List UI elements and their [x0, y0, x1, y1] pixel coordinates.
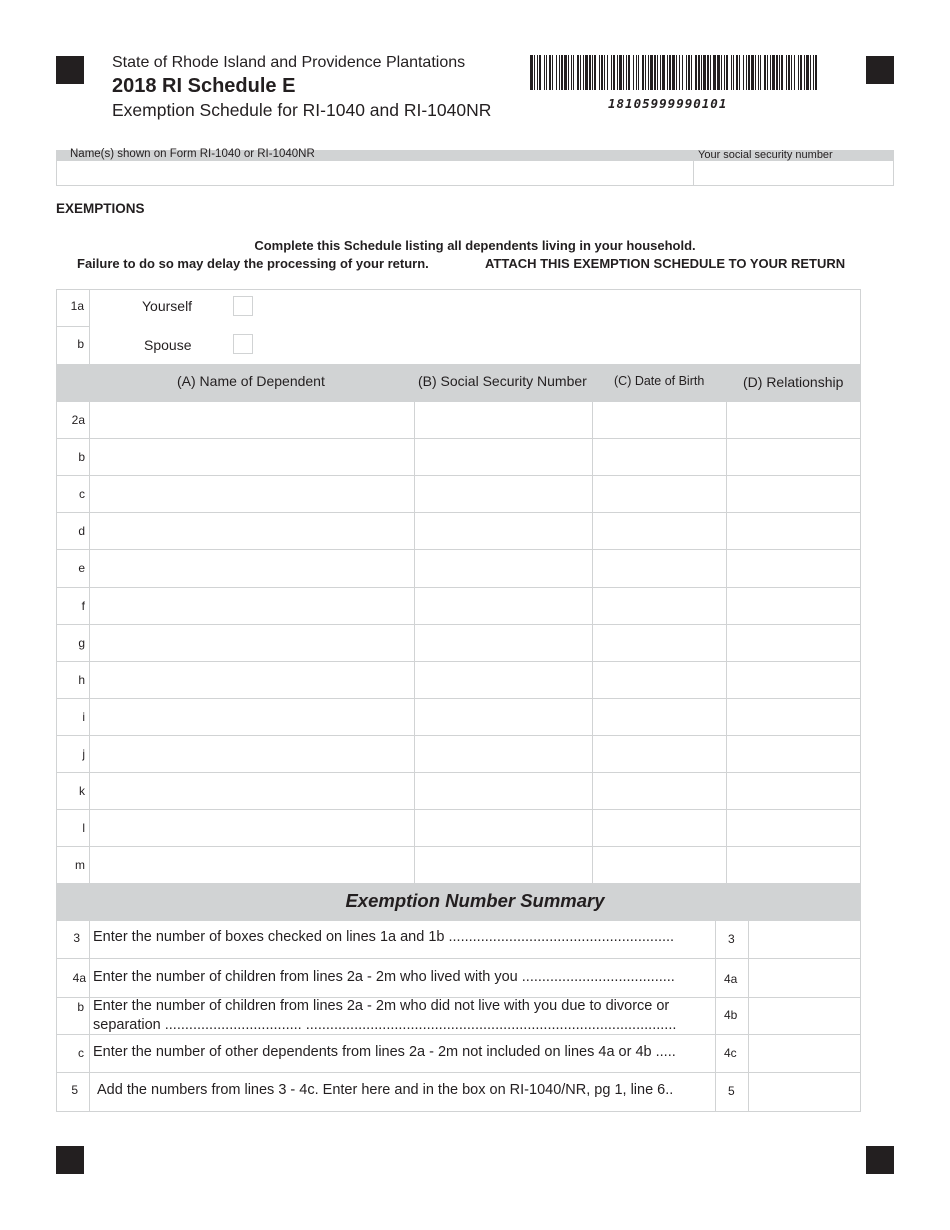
dependent-name-field[interactable]: [90, 588, 414, 624]
dependent-relationship-field[interactable]: [726, 588, 860, 624]
name-field-label: Name(s) shown on Form RI-1040 or RI-1040NR: [70, 148, 315, 160]
form-title: 2018 RI Schedule E: [112, 75, 296, 97]
line-number-4b: b: [77, 1000, 84, 1014]
summary-line-4a-input[interactable]: [749, 959, 860, 997]
line-number-4a: 4a: [72, 971, 86, 985]
dependent-line-number: d: [78, 524, 85, 539]
dependent-dob-field[interactable]: [592, 810, 726, 846]
ssn-field-label: Your social security number: [698, 149, 833, 161]
dependent-line-number: j: [82, 746, 85, 761]
summary-line-5-text: Add the numbers from lines 3 - 4c. Enter here and in the box on RI-1040/NR, pg 1, line 6..: [97, 1082, 674, 1098]
dependent-dob-field[interactable]: [592, 402, 726, 438]
spouse-label: Spouse: [144, 337, 192, 353]
dependent-dob-field[interactable]: [592, 513, 726, 549]
summary-line-4b-text: Enter the number of children from lines 2a - 2m who did not live with you due to divorce or: [93, 998, 670, 1014]
dependent-dob-field[interactable]: [592, 476, 726, 512]
dependent-relationship-field[interactable]: [726, 736, 860, 772]
dependent-relationship-field[interactable]: [726, 550, 860, 586]
summary-box-label-4b: 4b: [724, 1008, 738, 1022]
dependent-name-field[interactable]: [90, 476, 414, 512]
dependent-dob-field[interactable]: [592, 550, 726, 586]
dependent-relationship-field[interactable]: [726, 402, 860, 438]
summary-line-4c-text: Enter the number of other dependents from lines 2a - 2m not included on lines 4a or 4b .....: [93, 1044, 676, 1060]
dependent-line-number: 2a: [71, 413, 85, 427]
summary-title: Exemption Number Summary: [345, 890, 605, 911]
dependent-name-field[interactable]: [90, 625, 414, 661]
dependent-line-number: b: [78, 450, 85, 465]
dependent-relationship-field[interactable]: [726, 847, 860, 883]
dependent-name-field[interactable]: [90, 550, 414, 586]
dependent-line-number: m: [75, 858, 85, 873]
line-number-5: 5: [71, 1083, 78, 1097]
dependent-ssn-field[interactable]: [414, 513, 592, 549]
line-number-3: 3: [73, 931, 80, 945]
dependent-name-field[interactable]: [90, 439, 414, 475]
yourself-checkbox[interactable]: [233, 296, 253, 316]
ssn-field[interactable]: [694, 160, 893, 185]
column-header-ssn: (B) Social Security Number: [418, 373, 587, 389]
dependent-dob-field[interactable]: [592, 662, 726, 698]
dependent-line-number: k: [79, 784, 85, 798]
dependent-name-field[interactable]: [90, 699, 414, 735]
column-divider: [592, 401, 593, 883]
section-title: EXEMPTIONS: [56, 201, 145, 216]
instruction-line-1: Complete this Schedule listing all dependents living in your household.: [254, 238, 696, 253]
dependent-relationship-field[interactable]: [726, 625, 860, 661]
instruction-attach: ATTACH THIS EXEMPTION SCHEDULE TO YOUR RETURN: [485, 256, 846, 271]
dependent-relationship-field[interactable]: [726, 810, 860, 846]
dependent-line-number: f: [81, 598, 85, 613]
dependent-name-field[interactable]: [90, 810, 414, 846]
registration-mark-top-right: [866, 56, 894, 84]
dependent-ssn-field[interactable]: [414, 439, 592, 475]
summary-line-4b-text-cont: separation .................................. ............................................................................................: [93, 1017, 677, 1033]
dependent-ssn-field[interactable]: [414, 476, 592, 512]
dependent-dob-field[interactable]: [592, 847, 726, 883]
dependent-name-field[interactable]: [90, 773, 414, 809]
dependent-relationship-field[interactable]: [726, 439, 860, 475]
dependent-ssn-field[interactable]: [414, 588, 592, 624]
summary-line-3-input[interactable]: [749, 921, 860, 958]
dependent-name-field[interactable]: [90, 847, 414, 883]
column-divider: [726, 401, 727, 883]
dependent-relationship-field[interactable]: [726, 476, 860, 512]
dependent-ssn-field[interactable]: [414, 402, 592, 438]
yourself-label: Yourself: [142, 298, 193, 314]
dependent-name-field[interactable]: [90, 662, 414, 698]
summary-line-3-text: Enter the number of boxes checked on lines 1a and 1b ........................................................: [93, 929, 675, 945]
state-name: State of Rhode Island and Providence Plantations: [112, 54, 466, 71]
dependent-relationship-field[interactable]: [726, 513, 860, 549]
dependent-line-number: g: [78, 635, 85, 650]
summary-box-label-5: 5: [728, 1084, 735, 1098]
summary-line-4b-input[interactable]: [749, 998, 860, 1034]
dependent-dob-field[interactable]: [592, 773, 726, 809]
dependent-relationship-field[interactable]: [726, 662, 860, 698]
summary-box-label-4c: 4c: [724, 1046, 737, 1060]
dependent-ssn-field[interactable]: [414, 736, 592, 772]
column-header-dob: (C) Date of Birth: [614, 374, 705, 388]
dependent-ssn-field[interactable]: [414, 773, 592, 809]
dependent-name-field[interactable]: [90, 513, 414, 549]
dependent-line-number: l: [82, 821, 85, 836]
dependent-dob-field[interactable]: [592, 699, 726, 735]
summary-line-5-input[interactable]: [749, 1073, 860, 1111]
barcode-icon: [530, 55, 817, 90]
dependent-name-field[interactable]: [90, 736, 414, 772]
spouse-checkbox[interactable]: [233, 334, 253, 354]
line-number-1b: b: [77, 337, 84, 351]
registration-mark-bottom-left: [56, 1146, 84, 1174]
summary-box-label-4a: 4a: [724, 972, 738, 986]
dependent-line-number: h: [78, 672, 85, 687]
column-divider: [414, 401, 415, 883]
dependent-ssn-field[interactable]: [414, 699, 592, 735]
line-number-4c: c: [78, 1046, 84, 1060]
dependent-ssn-field[interactable]: [414, 847, 592, 883]
dependent-dob-field[interactable]: [592, 588, 726, 624]
column-header-name: (A) Name of Dependent: [177, 373, 325, 389]
dependent-relationship-field[interactable]: [726, 699, 860, 735]
summary-line-4c-input[interactable]: [749, 1035, 860, 1072]
summary-box-label-3: 3: [728, 932, 735, 946]
dependent-name-field[interactable]: [90, 402, 414, 438]
dependent-ssn-field[interactable]: [414, 625, 592, 661]
barcode-number: 18105999990101: [608, 96, 728, 111]
line-number-1a: 1a: [70, 299, 84, 313]
dependent-ssn-field[interactable]: [414, 550, 592, 586]
instruction-line-2: Failure to do so may delay the processing of your return.: [77, 256, 429, 271]
registration-mark-top-left: [56, 56, 84, 84]
dependent-line-number: c: [79, 487, 85, 502]
dependent-relationship-field[interactable]: [726, 773, 860, 809]
dependent-dob-field[interactable]: [592, 625, 726, 661]
registration-mark-bottom-right: [866, 1146, 894, 1174]
summary-line-4a-text: Enter the number of children from lines 2a - 2m who lived with you ......................................: [93, 969, 675, 985]
form-subtitle: Exemption Schedule for RI-1040 and RI-1040NR: [112, 100, 492, 120]
dependent-line-number: e: [78, 561, 85, 576]
dependent-ssn-field[interactable]: [414, 662, 592, 698]
dependent-dob-field[interactable]: [592, 736, 726, 772]
column-header-relationship: (D) Relationship: [743, 374, 844, 390]
dependent-line-number: i: [82, 709, 85, 724]
dependent-ssn-field[interactable]: [414, 810, 592, 846]
dependent-dob-field[interactable]: [592, 439, 726, 475]
name-field[interactable]: [57, 160, 693, 185]
